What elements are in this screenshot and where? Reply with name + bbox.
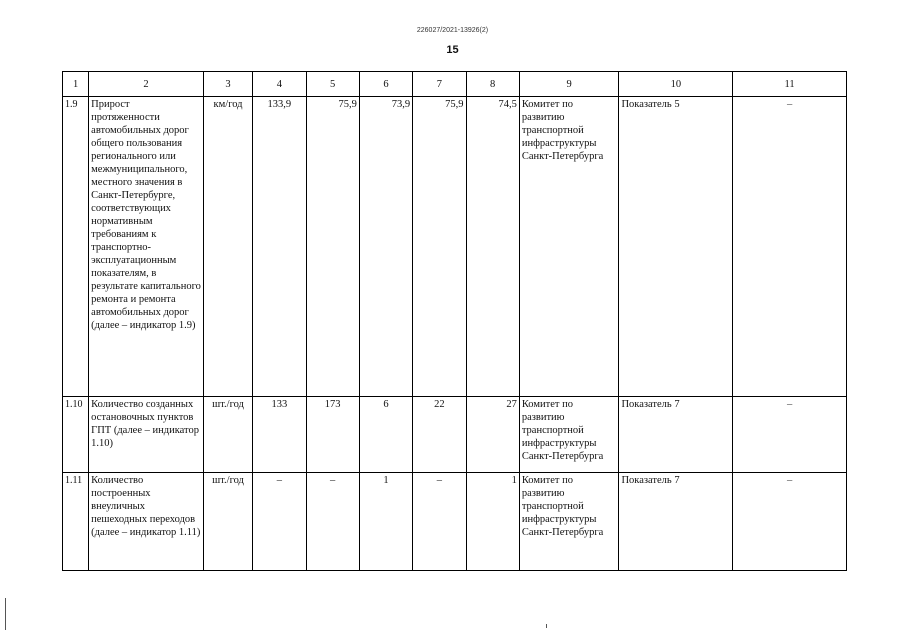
value-col6: 1 xyxy=(359,473,412,571)
column-header: 11 xyxy=(733,72,847,97)
scan-artifact xyxy=(5,598,6,630)
document-id: 226027/2021-13926(2) xyxy=(416,27,489,34)
note: – xyxy=(733,397,847,473)
value-col7: – xyxy=(413,473,466,571)
header-row xyxy=(63,72,847,97)
value-col5: 75,9 xyxy=(306,97,359,397)
unit: км/год xyxy=(203,97,252,397)
value-col4: 133 xyxy=(253,397,306,473)
value-col6: 73,9 xyxy=(359,97,412,397)
column-header: 10 xyxy=(619,72,733,97)
column-header: 4 xyxy=(253,72,306,97)
table-row xyxy=(63,397,847,473)
column-header: 6 xyxy=(359,72,412,97)
value-col7: 22 xyxy=(413,397,466,473)
value-col6: 6 xyxy=(359,397,412,473)
value-col8: 1 xyxy=(466,473,519,571)
column-header: 2 xyxy=(89,72,204,97)
column-header: 1 xyxy=(63,72,89,97)
linked-indicator: Показатель 5 xyxy=(619,97,733,397)
value-col4: – xyxy=(253,473,306,571)
executor: Комитет по развитию транспортной инфраструктуры Санкт-Петербурга xyxy=(519,473,619,571)
note: – xyxy=(733,473,847,571)
table-row xyxy=(63,473,847,571)
unit: шт./год xyxy=(203,473,252,571)
value-col5: – xyxy=(306,473,359,571)
page-number: 15 xyxy=(446,44,459,56)
row-number: 1.11 xyxy=(63,473,89,571)
column-header: 3 xyxy=(203,72,252,97)
executor: Комитет по развитию транспортной инфраструктуры Санкт-Петербурга xyxy=(519,97,619,397)
value-col7: 75,9 xyxy=(413,97,466,397)
value-col5: 173 xyxy=(306,397,359,473)
note: – xyxy=(733,97,847,397)
column-header: 8 xyxy=(466,72,519,97)
indicator-name: Количество созданных остановочных пунктов ГПТ (далее – индикатор 1.10) xyxy=(89,397,204,473)
value-col8: 74,5 xyxy=(466,97,519,397)
unit: шт./год xyxy=(203,397,252,473)
scan-artifact xyxy=(546,624,547,628)
row-number: 1.10 xyxy=(63,397,89,473)
linked-indicator: Показатель 7 xyxy=(619,397,733,473)
column-header: 7 xyxy=(413,72,466,97)
indicator-name: Количество построенных внеуличных пешеходных переходов (далее – индикатор 1.11) xyxy=(89,473,204,571)
value-col4: 133,9 xyxy=(253,97,306,397)
linked-indicator: Показатель 7 xyxy=(619,473,733,571)
row-number: 1.9 xyxy=(63,97,89,397)
table-row xyxy=(63,97,847,397)
indicators-table xyxy=(62,71,847,571)
column-header: 5 xyxy=(306,72,359,97)
column-header: 9 xyxy=(519,72,619,97)
executor: Комитет по развитию транспортной инфраструктуры Санкт-Петербурга xyxy=(519,397,619,473)
indicator-name: Прирост протяженности автомобильных дорог общего пользования регионального или межмуниципального, местного значения в Санкт-Петербурге, соответствующих нормативным требованиям к транспортно-эксплуатационным показателям, в результате капитального ремонта и ремонта автомобильных дорог (далее – индикатор 1.9) xyxy=(89,97,204,397)
value-col8: 27 xyxy=(466,397,519,473)
